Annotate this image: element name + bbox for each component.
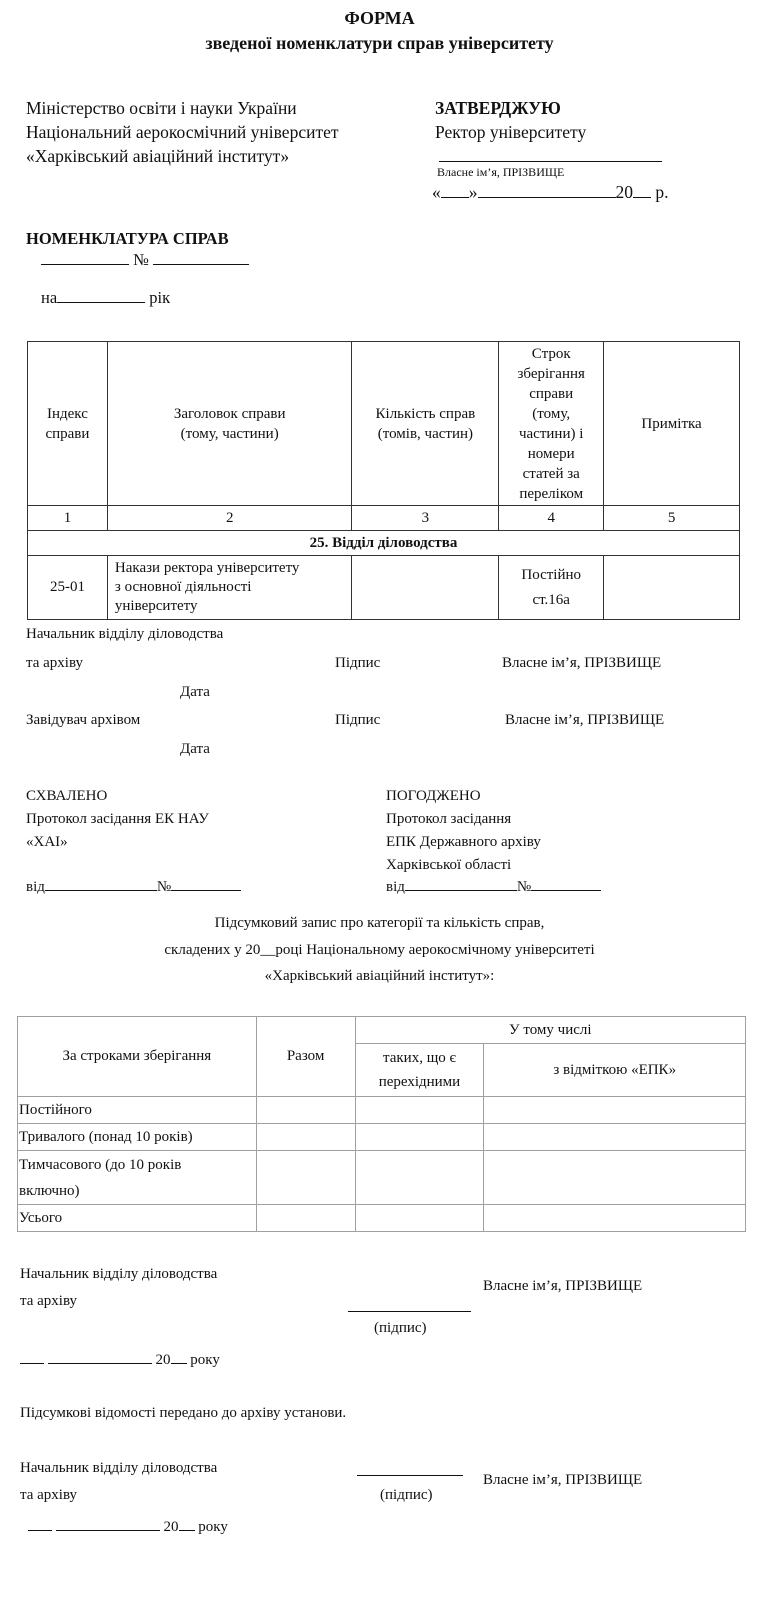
summary-cell-epk[interactable] — [484, 1124, 746, 1151]
table-row — [18, 1205, 746, 1232]
agreed-line2: ЕПК Державного архіву — [386, 834, 541, 850]
nomenclature-code-field[interactable] — [41, 250, 129, 265]
ministry-block — [26, 96, 339, 168]
summary-row-label: Усього — [18, 1205, 257, 1232]
header-index: Індекс справи — [28, 342, 108, 506]
approved-number-field[interactable] — [171, 876, 241, 891]
archive-date-label: Дата — [180, 741, 210, 757]
approved-line2: «ХАІ» — [26, 834, 68, 850]
footer2-year-field[interactable] — [179, 1516, 195, 1531]
approved-block — [26, 785, 209, 854]
summary-cell-epk[interactable] — [484, 1097, 746, 1124]
agreed-number-field[interactable] — [531, 876, 601, 891]
table-header-row — [28, 342, 740, 506]
footer2-month-field[interactable] — [56, 1516, 160, 1531]
footer1-month-field[interactable] — [48, 1349, 152, 1364]
table-row — [18, 1124, 746, 1151]
agreed-title: ПОГОДЖЕНО — [386, 788, 481, 804]
table-row — [18, 1151, 746, 1205]
approval-date-line: « » 20 р. — [432, 182, 669, 202]
summary-cell-epk[interactable] — [484, 1205, 746, 1232]
summary-header-total: Разом — [256, 1017, 355, 1097]
institute-line: «Харківський авіаційний інститут» — [26, 146, 290, 166]
approval-title: ЗАТВЕРДЖУЮ — [435, 98, 561, 118]
form-title: ФОРМА — [344, 8, 415, 28]
summary-header-group: У тому числі — [355, 1017, 745, 1044]
footer2-date-line: 20 року — [28, 1516, 228, 1536]
approved-line1: Протокол засідання ЕК НАУ — [26, 811, 209, 827]
column-number-row — [28, 506, 740, 531]
row-index[interactable]: 25-01 — [28, 556, 108, 620]
agreed-block — [386, 785, 541, 877]
row-retention[interactable]: Постійно ст.16а — [499, 556, 604, 620]
summary-line2: складених у 20__році Національному аерокосмічному університеті — [164, 942, 595, 958]
nomenclature-title: НОМЕНКЛАТУРА СПРАВ — [26, 229, 229, 248]
footer1-date-line: 20 року — [20, 1349, 220, 1369]
agreed-line3: Харківської області — [386, 857, 512, 873]
summary-cell-total[interactable] — [256, 1205, 355, 1232]
agreed-line1: Протокол засідання — [386, 811, 512, 827]
approval-position: Ректор університету — [435, 122, 587, 142]
header-count: Кількість справ (томів, частин) — [352, 342, 499, 506]
archive-name-label: Власне ім’я, ПРІЗВИЩЕ — [505, 712, 665, 728]
agreed-protocol-line: від № — [386, 876, 601, 896]
head-title-line2: та архіву — [26, 655, 84, 671]
approved-title: СХВАЛЕНО — [26, 788, 108, 804]
header-title: Заголовок справи (тому, частини) — [107, 342, 352, 506]
row-title[interactable]: Накази ректора університету з основної діяльності університету — [107, 556, 352, 620]
university-line: Національний аерокосмічний університет — [26, 122, 339, 142]
approved-protocol-line: від № — [26, 876, 241, 896]
table-row — [18, 1097, 746, 1124]
head-name-label: Власне ім’я, ПРІЗВИЩЕ — [502, 655, 662, 671]
column-number: 1 — [28, 506, 108, 531]
footer1-year-field[interactable] — [171, 1349, 187, 1364]
nomenclature-number-field[interactable] — [153, 250, 249, 265]
footer1-title-line2: та архіву — [20, 1293, 78, 1309]
approval-year-field[interactable] — [633, 183, 651, 198]
approval-day-field[interactable] — [441, 183, 469, 198]
summary-cell-transitional[interactable] — [355, 1205, 484, 1232]
agreed-date-field[interactable] — [405, 876, 517, 891]
summary-cell-transitional[interactable] — [355, 1124, 484, 1151]
summary-header-row — [18, 1017, 746, 1044]
summary-line3: «Харківський авіаційний інститут»: — [264, 968, 495, 984]
summary-cell-total[interactable] — [256, 1124, 355, 1151]
form-subtitle: зведеної номенклатури справ університету — [205, 33, 554, 53]
footer1-day-field[interactable] — [20, 1349, 44, 1364]
summary-cell-transitional[interactable] — [355, 1097, 484, 1124]
head-date-label: Дата — [180, 684, 210, 700]
summary-table — [17, 1016, 746, 1232]
ministry-line: Міністерство освіти і науки України — [26, 98, 297, 118]
summary-row-label: Тривалого (понад 10 років) — [18, 1124, 257, 1151]
summary-header-retention: За строками зберігання — [18, 1017, 257, 1097]
header-retention: Строк зберігання справи (тому, частини) і номери статей за переліком — [499, 342, 604, 506]
footer2-signature-caption: (підпис) — [380, 1487, 433, 1503]
nomenclature-number-line: № — [41, 250, 249, 270]
table-row — [28, 556, 740, 620]
column-number: 2 — [107, 506, 352, 531]
rector-signature-line[interactable] — [439, 161, 662, 162]
summary-row-label: Постійного — [18, 1097, 257, 1124]
footer2-day-field[interactable] — [28, 1516, 52, 1531]
column-number: 3 — [352, 506, 499, 531]
head-title-line1: Начальник відділу діловодства — [26, 626, 224, 642]
footer2-title-line1: Начальник відділу діловодства — [20, 1460, 218, 1476]
summary-row-label: Тимчасового (до 10 років включно) — [18, 1151, 257, 1205]
rector-name-caption: Власне ім’я, ПРІЗВИЩЕ — [437, 165, 565, 179]
footer1-name-label: Власне ім’я, ПРІЗВИЩЕ — [483, 1278, 643, 1294]
section-title: 25. Відділ діловодства — [28, 531, 740, 556]
nomenclature-year-line: на рік — [41, 288, 171, 307]
approved-date-field[interactable] — [45, 876, 157, 891]
column-number: 5 — [604, 506, 740, 531]
summary-cell-transitional[interactable] — [355, 1151, 484, 1205]
summary-cell-epk[interactable] — [484, 1151, 746, 1205]
archive-head-title: Завідувач архівом — [26, 712, 141, 728]
archive-signature-label: Підпис — [335, 712, 381, 728]
footer1-signature-caption: (підпис) — [374, 1320, 427, 1336]
header-note: Примітка — [604, 342, 740, 506]
footer1-title-line1: Начальник відділу діловодства — [20, 1266, 218, 1282]
summary-cell-total[interactable] — [256, 1097, 355, 1124]
row-count[interactable] — [352, 556, 499, 620]
row-note[interactable] — [604, 556, 740, 620]
summary-line1: Підсумковий запис про категорії та кількість справ, — [214, 915, 545, 931]
head-signature-label: Підпис — [335, 655, 381, 671]
approval-month-field[interactable] — [478, 183, 616, 198]
footer2-name-label: Власне ім’я, ПРІЗВИЩЕ — [483, 1472, 643, 1488]
nomenclature-table — [27, 341, 740, 620]
column-number: 4 — [499, 506, 604, 531]
summary-header-epk: з відміткою «ЕПК» — [484, 1044, 746, 1097]
footer2-signature-line[interactable] — [357, 1475, 463, 1476]
footer2-title-line2: та архіву — [20, 1487, 78, 1503]
transfer-note: Підсумкові відомості передано до архіву установи. — [20, 1405, 347, 1421]
section-row — [28, 531, 740, 556]
summary-cell-total[interactable] — [256, 1151, 355, 1205]
approval-block — [435, 96, 586, 144]
summary-header-transitional: таких, що є перехідними — [355, 1044, 484, 1097]
footer1-signature-line[interactable] — [348, 1311, 471, 1312]
nomenclature-year-field[interactable] — [57, 288, 145, 303]
